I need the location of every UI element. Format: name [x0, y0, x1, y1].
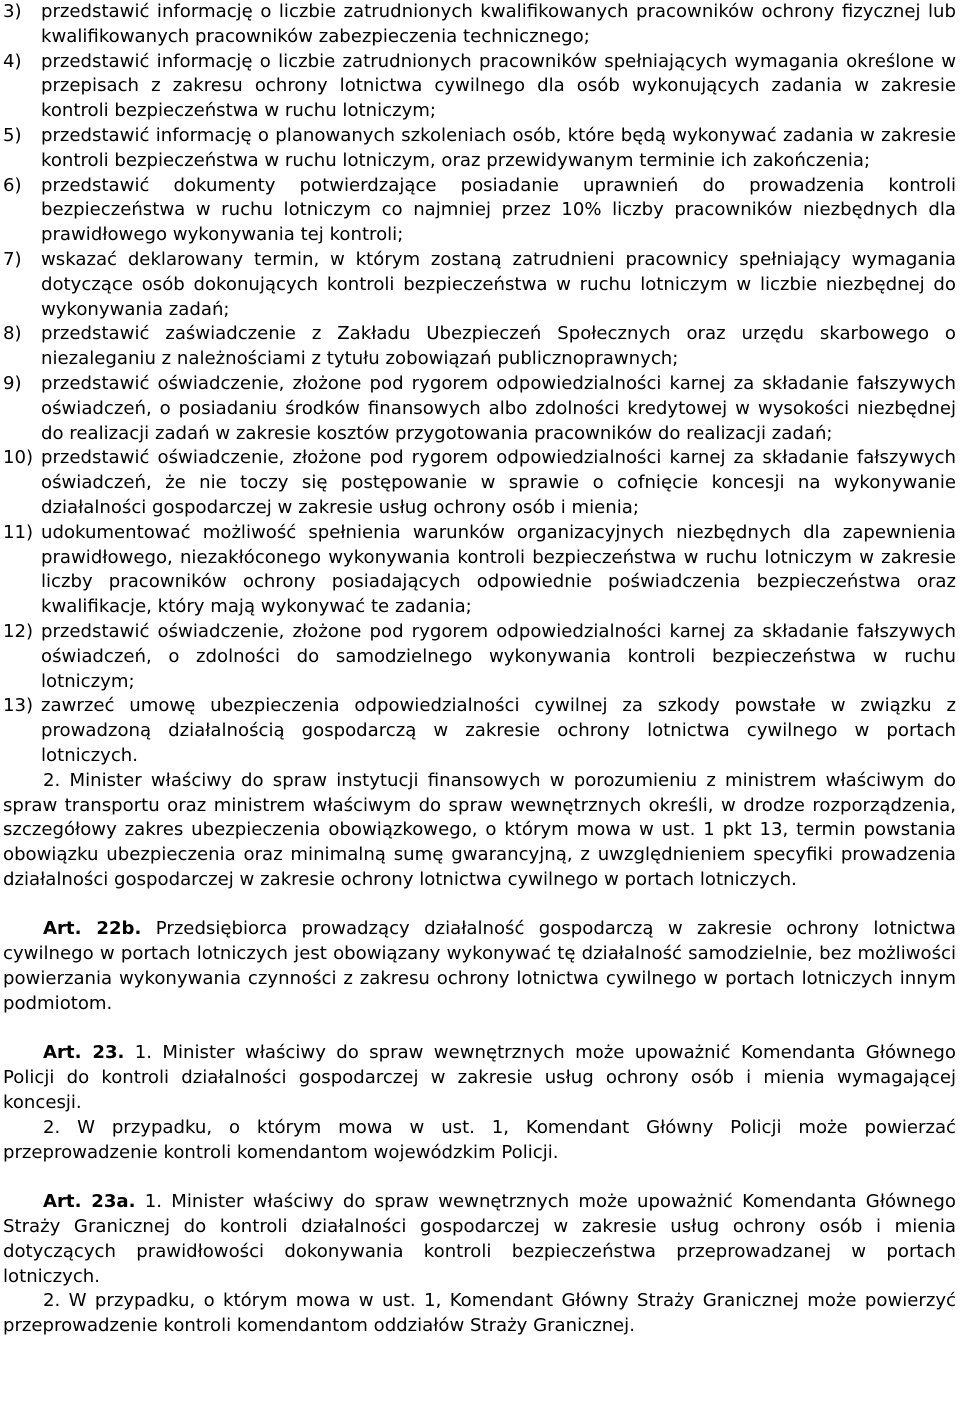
article-text: 1. Minister właściwy do spraw wewnętrznych może upoważnić Komendanta Głównego Straży Granicznej do kontroli działalności gospodarczej w zakresie usług ochrony osób i mienia dotyczących prawidłowości dokonywania kontroli bezpieczeństwa przeprowadzanej w portach lotniczych.: [3, 1191, 956, 1287]
list-item-5: [3, 124, 956, 174]
article-23a-paragraph-2: 2. W przypadku, o którym mowa w ust. 1, Komendant Główny Straży Granicznej może powierzyć przeprowadzenie kontroli komendantom oddziałów Straży Granicznej.: [3, 1290, 956, 1337]
numbered-list: [3, 0, 956, 769]
article-22b: [3, 917, 956, 1016]
list-item-text: przedstawić dokumenty potwierdzające posiadanie uprawnień do prowadzenia kontroli bezpieczeństwa w ruchu lotniczym co najmniej przez 10% liczby pracowników niezbędnych dla prawidłowego wykonywania tej kontroli;: [41, 174, 956, 246]
article-text: Przedsiębiorca prowadzący działalność gospodarczą w zakresie ochrony lotnictwa cywilnego w portach lotniczych jest obowiązany wykonywać tę działalność samodzielnie, bez możliwości powierzania wykonywania czynności z zakresu ochrony lotnictwa cywilnego w portach lotniczych innym podmiotom.: [3, 918, 956, 1014]
list-item-text: przedstawić zaświadczenie z Zakładu Ubezpieczeń Społecznych oraz urzędu skarbowego o niezaleganiu z należnościami z tytułu zobowiązań publicznoprawnych;: [41, 323, 956, 370]
article-23-paragraph-2: 2. W przypadku, o którym mowa w ust. 1, Komendant Główny Policji może powierzać przeprowadzenie kontroli komendantom wojewódzkim Policji.: [3, 1116, 956, 1163]
list-item-number: 9): [3, 372, 22, 394]
article-label: Art. 23a.: [43, 1191, 136, 1213]
list-item-text: przedstawić informację o liczbie zatrudnionych pracowników spełniających wymagania określone w przepisach z zakresu ochrony lotnictwa cywilnego dla osób wykonujących zadania w zakresie kontroli bezpieczeństwa w ruchu lotniczym;: [41, 50, 956, 122]
list-item-number: 12): [3, 620, 34, 642]
article-22a-paragraph-2: 2. Minister właściwy do spraw instytucji finansowych w porozumieniu z ministrem właściwym do spraw transportu oraz ministrem właściwym do spraw wewnętrznych określi, w drodze rozporządzenia, szczegółowy zakres ubezpieczenia obowiązkowego, o którym mowa w ust. 1 pkt 13, termin powstania obowiązku ubezpieczenia oraz minimalną sumę gwarancyjną, z uwzględnieniem specyfiki prowadzenia działalności gospodarczej w zakresie ochrony lotnictwa cywilnego w portach lotniczych.: [3, 769, 956, 890]
list-item-number: 7): [3, 248, 22, 270]
list-item-10: [3, 446, 956, 520]
list-item-number: 6): [3, 174, 22, 196]
list-item-7: [3, 248, 956, 322]
list-item-text: przedstawić oświadczenie, złożone pod rygorem odpowiedzialności karnej za składanie fałszywych oświadczeń, o posiadaniu środków finansowych albo zdolności kredytowej w wysokości niezbędnej do realizacji zadań w zakresie kosztów przygotowania pracowników do realizacji zadań;: [41, 372, 956, 444]
article-23-paragraph-1: [3, 1041, 956, 1115]
list-item-text: przedstawić oświadczenie, złożone pod rygorem odpowiedzialności karnej za składanie fałszywych oświadczeń, że nie toczy się postępowanie w sprawie o cofnięcie koncesji na wykonywanie działalności gospodarczej w zakresie usług ochrony osób i mienia;: [41, 447, 956, 518]
list-item-6: [3, 174, 956, 248]
list-item-text: zawrzeć umowę ubezpieczenia odpowiedzialności cywilnej za szkody powstałe w związku z prowadzoną działalnością gospodarczą w zakresie ochrony lotnictwa cywilnego w portach lotniczych.: [41, 695, 956, 766]
list-item-13: [3, 694, 956, 768]
article-label: Art. 23.: [43, 1042, 125, 1064]
list-item-8: [3, 322, 956, 372]
list-item-3: [3, 0, 956, 50]
list-item-number: 13): [3, 695, 34, 717]
list-item-text: przedstawić informację o liczbie zatrudnionych kwalifikowanych pracowników ochrony fizycznej lub kwalifikowanych pracowników zabezpieczenia technicznego;: [41, 1, 956, 47]
list-item-number: 10): [3, 447, 34, 469]
list-item-text: udokumentować możliwość spełnienia warunków organizacyjnych niezbędnych dla zapewnienia prawidłowego, niezakłóconego wykonywania kontroli bezpieczeństwa w ruchu lotniczym w zakresie liczby pracowników ochrony posiadających odpowiednie poświadczenia bezpieczeństwa oraz kwalifikacje, który mają wykonywać te zadania;: [41, 521, 956, 618]
list-item-number: 11): [3, 521, 34, 543]
list-item-number: 5): [3, 124, 22, 146]
article-23a-paragraph-1: [3, 1190, 956, 1289]
list-item-4: [3, 50, 956, 124]
list-item-12: [3, 620, 956, 694]
list-item-number: 4): [3, 50, 22, 72]
list-item-11: [3, 521, 956, 620]
list-item-text: wskazać deklarowany termin, w którym zostaną zatrudnieni pracownicy spełniający wymagania dotyczące osób dokonujących kontroli bezpieczeństwa w ruchu lotniczym w liczbie niezbędnej do wykonywania zadań;: [41, 248, 956, 320]
article-label: Art. 22b.: [43, 918, 142, 940]
list-item-number: 3): [3, 1, 22, 22]
list-item-text: przedstawić oświadczenie, złożone pod rygorem odpowiedzialności karnej za składanie fałszywych oświadczeń, o zdolności do samodzielnego wykonywania kontroli bezpieczeństwa w ruchu lotniczym;: [41, 620, 956, 692]
list-item-number: 8): [3, 323, 22, 345]
article-text: 1. Minister właściwy do spraw wewnętrznych może upoważnić Komendanta Głównego Policji do kontroli działalności gospodarczej w zakresie usług ochrony osób i mienia wymagającej koncesji.: [3, 1042, 956, 1114]
list-item-text: przedstawić informację o planowanych szkoleniach osób, które będą wykonywać zadania w zakresie kontroli bezpieczeństwa w ruchu lotniczym, oraz przewidywanym terminie ich zakończenia;: [41, 124, 956, 171]
list-item-9: [3, 372, 956, 446]
